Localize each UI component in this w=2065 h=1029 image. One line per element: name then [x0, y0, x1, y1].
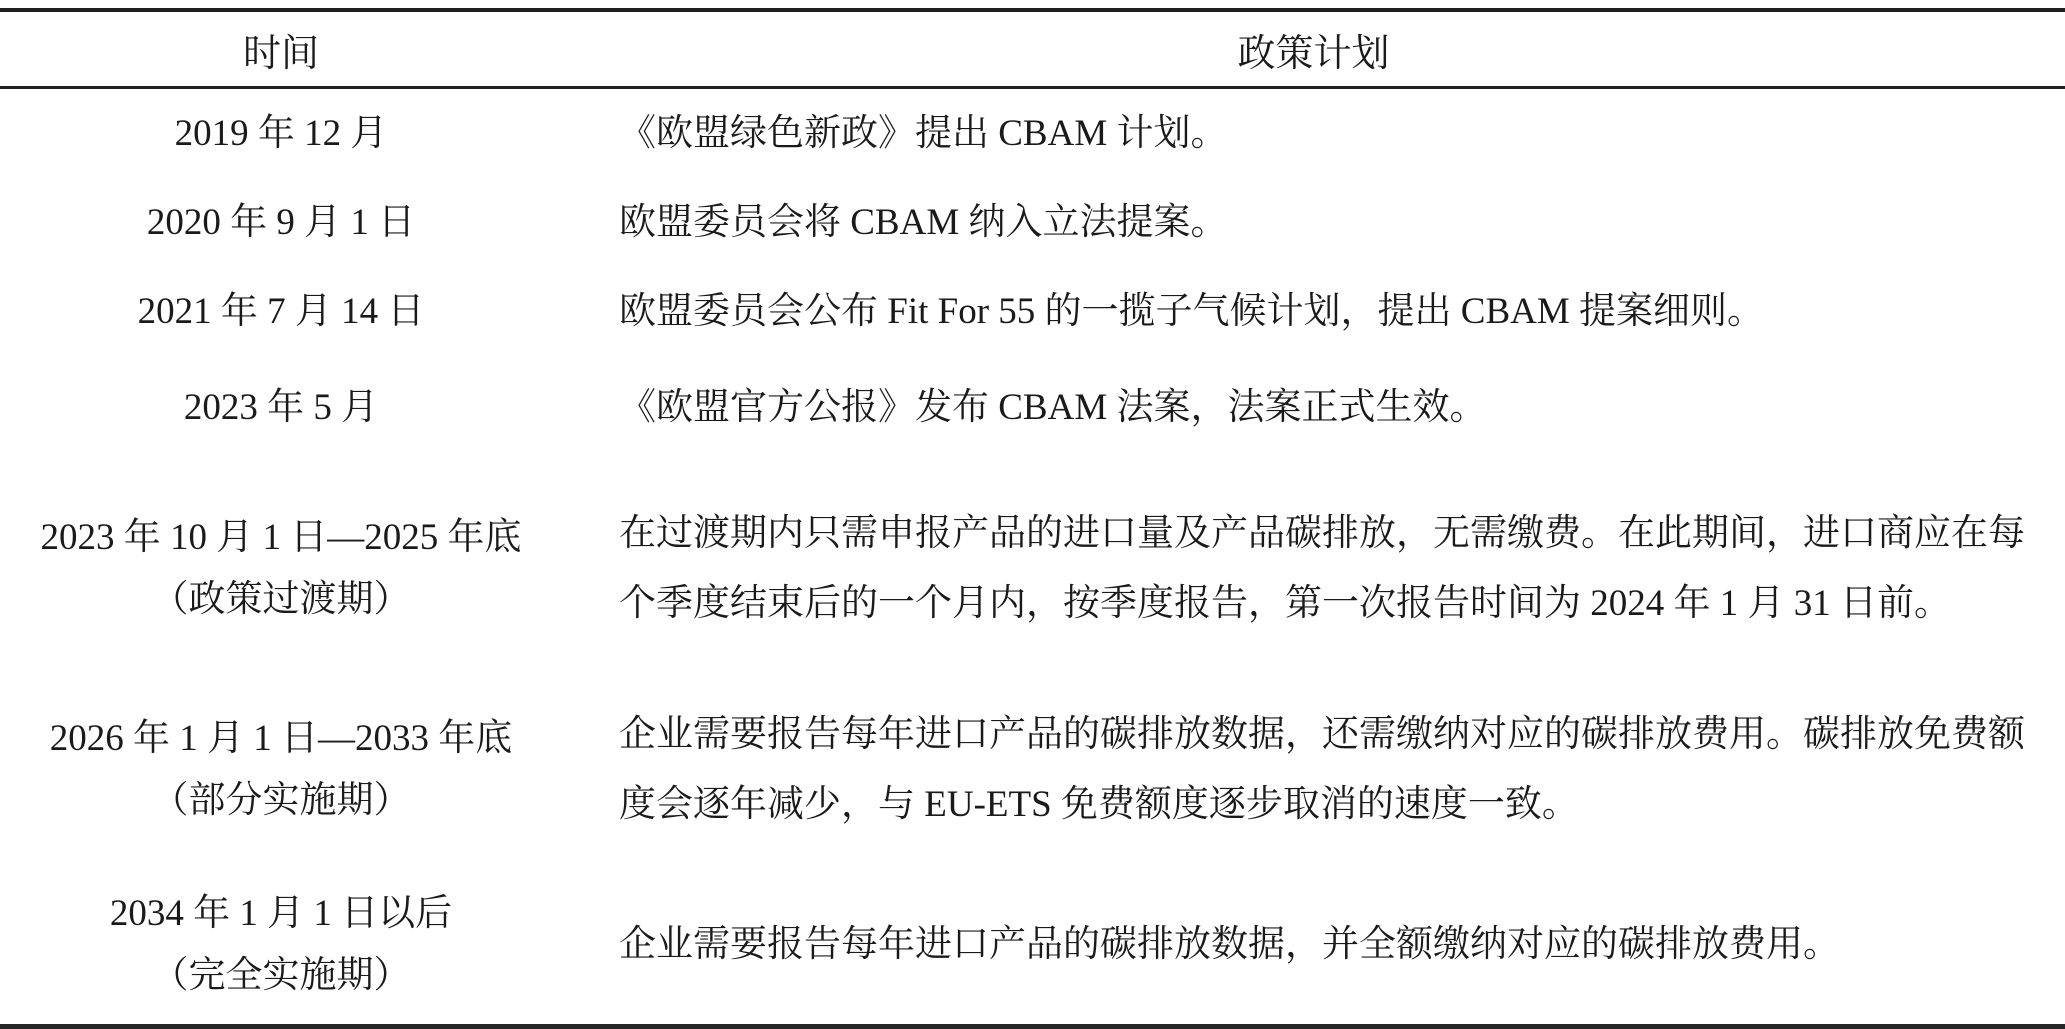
plan-cell: 《欧盟官方公报》发布 CBAM 法案，法案正式生效。	[619, 387, 1487, 428]
table-header	[0, 10, 2065, 88]
time-value: 2034 年 1 月 1 日以后	[109, 893, 453, 934]
column-header-time: 时间	[0, 10, 562, 88]
time-cell	[0, 357, 562, 459]
time-cell	[0, 459, 562, 678]
time-value: 2021 年 7 月 14 日	[137, 291, 425, 332]
header-row	[0, 10, 2065, 88]
table-body	[0, 88, 2065, 1027]
time-phase-note: （完全实施期）	[151, 955, 411, 996]
plan-cell: 欧盟委员会将 CBAM 纳入立法提案。	[619, 202, 1228, 243]
time-value: 2019 年 12 月	[174, 113, 388, 154]
time-phase-note: （政策过渡期）	[151, 578, 411, 620]
time-cell	[0, 840, 562, 1027]
column-header-plan: 政策计划	[562, 10, 2065, 88]
table-row	[0, 459, 2065, 678]
table-row	[0, 357, 2065, 459]
time-phase-note: （部分实施期）	[151, 780, 411, 821]
table-row	[0, 179, 2065, 267]
time-cell	[0, 678, 562, 840]
plan-cell: 欧盟委员会公布 Fit For 55 的一揽子气候计划，提出 CBAM 提案细则。	[619, 291, 1765, 332]
plan-cell: 企业需要报告每年进口产品的碳排放数据，并全额缴纳对应的碳排放费用。	[619, 924, 1840, 965]
time-value: 2023 年 10 月 1 日—2025 年底	[40, 516, 522, 558]
time-cell	[0, 267, 562, 357]
time-cell	[0, 88, 562, 180]
table-row	[0, 840, 2065, 1027]
cbam-policy-timeline-table	[0, 8, 2065, 1029]
table-row	[0, 88, 2065, 180]
time-value: 2020 年 9 月 1 日	[146, 202, 416, 243]
time-value: 2026 年 1 月 1 日—2033 年底	[49, 718, 513, 759]
plan-cell: 《欧盟绿色新政》提出 CBAM 计划。	[619, 113, 1228, 154]
table-row	[0, 267, 2065, 357]
plan-cell: 企业需要报告每年进口产品的碳排放数据，还需缴纳对应的碳排放费用。碳排放免费额度会逐年减少，与 EU-ETS 免费额度逐步取消的速度一致。	[619, 714, 2025, 825]
table-row	[0, 678, 2065, 840]
plan-cell: 在过渡期内只需申报产品的进口量及产品碳排放，无需缴费。在此期间，进口商应在每个季度结束后的一个月内，按季度报告，第一次报告时间为 2024 年 1 月 31 日前。	[619, 512, 2025, 624]
time-value: 2023 年 5 月	[183, 387, 379, 428]
time-cell	[0, 179, 562, 267]
